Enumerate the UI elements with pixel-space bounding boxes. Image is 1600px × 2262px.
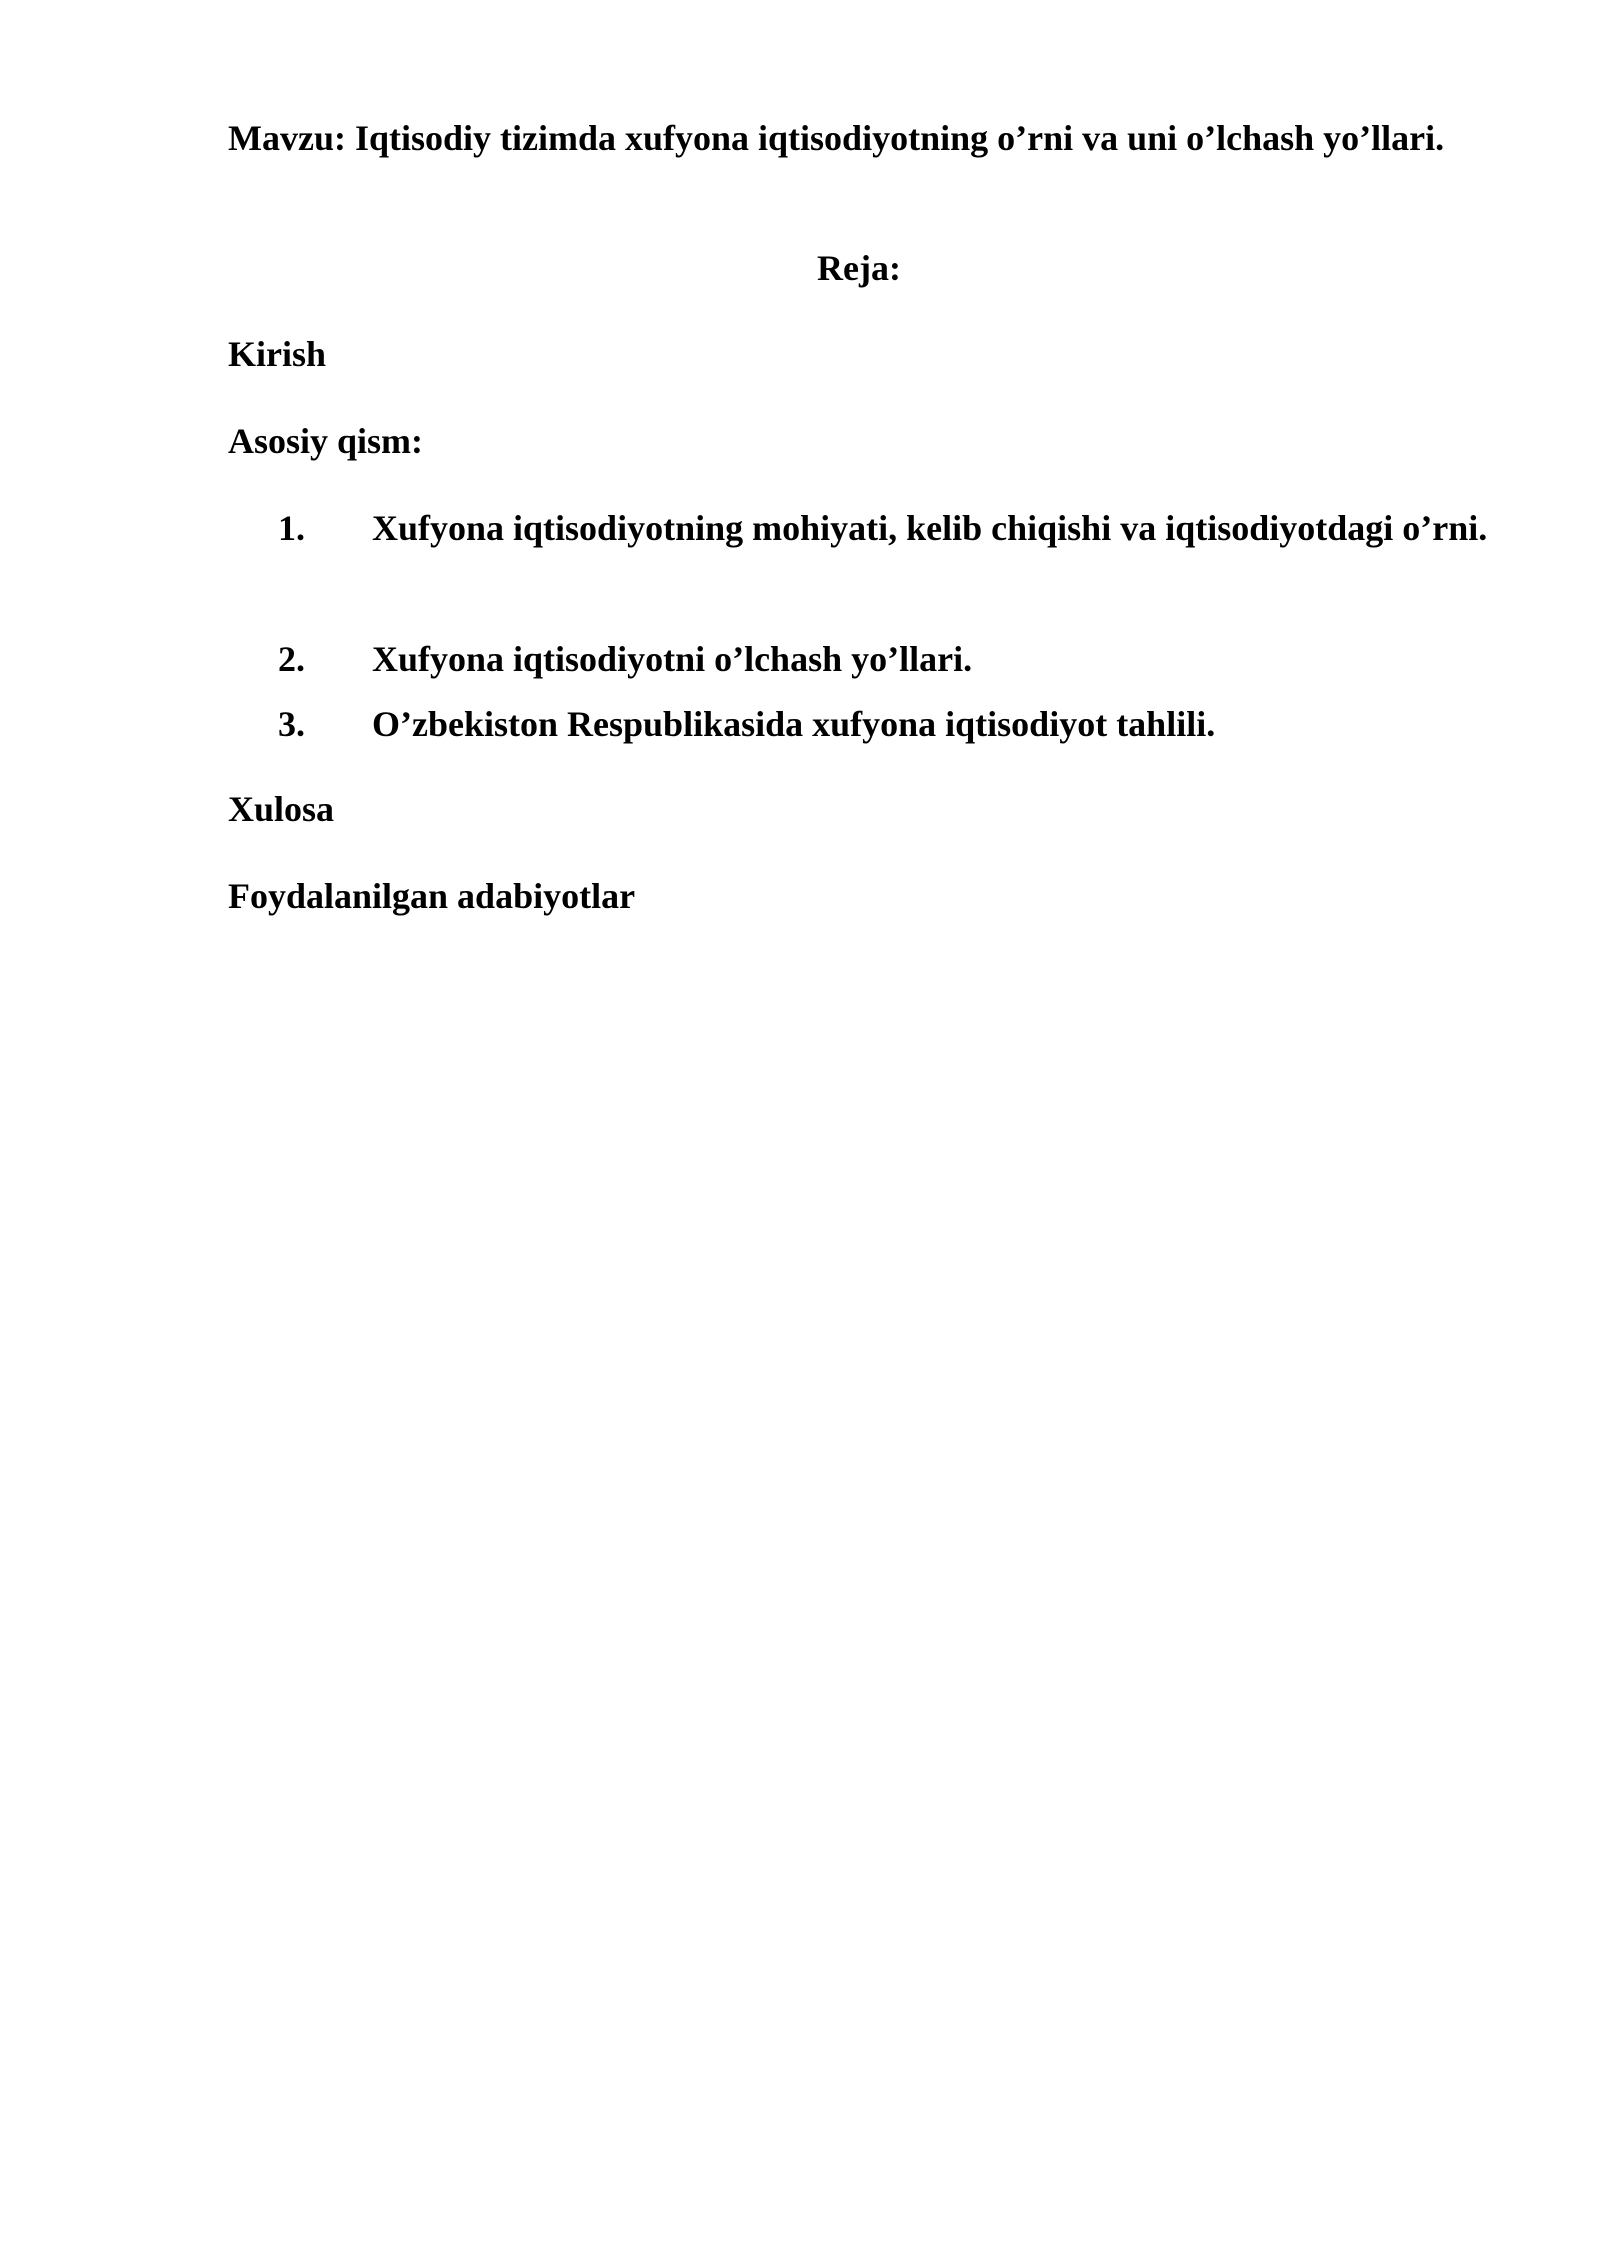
plan-heading: Reja: <box>817 248 901 288</box>
list-item-text: O’zbekiston Respublikasida xufyona iqtisodiyot tahlili. <box>372 704 1216 744</box>
list-item-text: Xufyona iqtisodiyotni o’lchash yo’llari. <box>372 639 973 679</box>
list-item-number: 2. <box>278 639 305 679</box>
list-item-text: Xufyona iqtisodiyotning mohiyati, kelib chiqishi va iqtisodiyotdagi o’rni. <box>372 508 1488 548</box>
section-conclusion: Xulosa <box>228 789 335 829</box>
list-item-number: 1. <box>278 508 305 548</box>
document-title: Mavzu: Iqtisodiy tizimda xufyona iqtisodiyotning o’rni va uni o’lchash yo’llari. <box>228 118 1445 158</box>
section-references: Foydalanilgan adabiyotlar <box>228 876 636 916</box>
section-main-part: Asosiy qism: <box>228 421 424 461</box>
list-item-number: 3. <box>278 704 305 744</box>
section-intro: Kirish <box>228 334 327 374</box>
